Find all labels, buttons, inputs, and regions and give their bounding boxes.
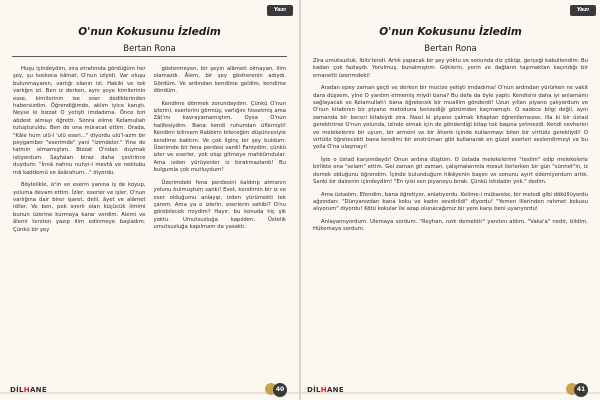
brand-logo xyxy=(307,386,344,394)
brand-text-c: ANE xyxy=(29,386,47,394)
page-footer xyxy=(301,378,600,400)
footer-bar xyxy=(301,392,600,394)
page-number: 40 xyxy=(273,383,287,397)
section-tag: Yazı xyxy=(267,5,293,16)
text-columns xyxy=(13,66,286,364)
brand-text-a: DİL xyxy=(307,386,321,394)
paragraph: Kendime dönmek zorundaydım. Çünkü O'nun izlerini, eserlerini görmüş; varlığını hissetmiş ama Zât'ını kavrayamamıştım. Oysa O'nun halifesiydim. Bana kendi ruhundan üflemişti! Kendimi bilirsem Rabbimi bileceğim düşüncesiyle kendime baktım. Ve çok ilginç bir şey buldum: Üzerimde bir fena perdesi vardı! Faniydim, çünkü izler ve eserler, yok olup gitmeye mahkûmdular. Ama izden yürüyenler iz bırakmazlardı! Bu bulgumla çok mutluydum! xyxy=(153,100,286,174)
page-number: 41 xyxy=(574,383,588,397)
column-1 xyxy=(13,66,146,364)
paragraph: Huşu içindeydim, zira etrafımda gördüğüm her şey, şu koskoca kâinat, O'nun izlyidi. Var oluşu bulunmayanın, varlığı olanın izi. Hakiki ve tek varlığın izi. Ben iz derken, aynı şeye kimilerinin esse, kimilerinin ise eser dediklerinden habersizdim. Öğrendiğimde, aklım iyice karıştı. Neyse ki bizzat O yetişti imdadıma. Önce biri abdest almayı öğretti. Sonra elime Kelamullah tutuşturuldu. Ben de ona müracat ettim. Orada, "Kâle hum ulû-l 'ulû eseri..." diyordu ulü'l-azm bir peygamber "eserimde" yani "izimdeler." Yine de tatmin olmamıştım. Bizzat O'ndan duymak istiyordum. Sayfaları biraz daha çevirince duydum: "İnnâ nahnu nuhyi-l mevtâ ve nektubu mâ kaddemû ve âsârahum..." diyordu. xyxy=(13,66,146,176)
paragraph: Aradan epey zaman geçti ve derken bir mucize yetişti imdadıma! O'nun ardından yürürken ne vakit dara düşsem, yine O yardım etmemiş miydi bana? Bu defa da öyle yaptı: Kendisini daha iyi anlamamı sağlayacak ve Kelamullah'ı bana öğretecek bir muallim gönderdi! Uzun yılları piyano çalıyordum ve O'nun kitabının bir piyano metoduna benzediği gözümden kaçmamıştı. O sadece bilgi değil, aynı zamanda bir beceri kitabıydı zira. Nasıl ki piyano çalmak kitaptan öğrenilemezse, illa ki bir üstad gerektirirse O'nun yolunda, izinde olmak için de gönderdiği kitap tek başına yetmezdi. Kendi cevherini ve melekelerini bir uyum, bir armoni ve bir âhenk içinde kullanmayı bilen bir virtüöz gerekliydi! O virtüöz öğretecekti bana kendimi bir enstrüman gibi kullanarak en güzel eserleri seslendirmeyi ve bu yolla O'na ulaşmayı! xyxy=(313,85,588,151)
brand-text-a: DİL xyxy=(10,386,24,394)
paragraph: Böylelikle, iz'in ve eserin yanına iş de koyup, yoluma devam ettim. İzler, eserler ve işler, O'nun varlığına dair birer işaret, delil, âyet ve alâmet idiler. Ve ben, pek sınırlı olan küçücük ilmimi bunun üzerine kurmaya karar verdim. Alemi ve âlemi tersten yazıp ilim edinmeye başladım. Çünkü bir şey xyxy=(13,182,146,233)
title-divider xyxy=(12,56,287,57)
article-author: Bertan Rona xyxy=(123,44,176,54)
paragraph: Ama üstadım, Efendim, bana öğretiyor, anlatıyordu. Kelime-i mübareke, bir melodi gibi döküllüyordu ağzından: "Dünyanızdan bana koku ve kadın sevdirildi" diyordu! "Yemen illerinden rahmet kokusu alıyorum" diyordu! Kötü kokular ile azap olunacağımız bir yere karşı beni uyarıyordu! xyxy=(313,191,588,213)
brand-logo xyxy=(10,386,47,394)
article-title: O'nun Kokusunu İzledim xyxy=(78,26,221,38)
paragraph: Zira umutsuzluk, İblis'tendi. Artık yapacak bir şey yoktu ve sonunda diz çöküp, gerçeği kabullendim. Bu kadarı çok fazlaydı. Yorulmuş, bunalmıştım. Göklerin, yerin ve dağların taşımaktan kaçındığı bir emanetti üzerimdeki! xyxy=(313,58,588,79)
text-body xyxy=(313,58,588,363)
section-tag: Yazı xyxy=(570,5,596,16)
left-page xyxy=(0,0,299,400)
brand-text-c: ANE xyxy=(326,386,344,394)
column-2 xyxy=(154,66,287,364)
paragraph: Anlayamıyordum. Ulemaya sordum. "Reyhan, nzık demektir" yanıtını aldım. "Vaka'a" nedir, bildim. Hükemaya sordum. xyxy=(313,218,588,233)
right-page xyxy=(301,0,600,400)
paragraph: göstermeyen, bir şeyin alâmeti olmayan, ilim olamazdı. Âlem, bir şey göstrerenin adıydı. Gördüm. Ve ardından kendime geldim, kendime döndüm. xyxy=(153,66,286,95)
article-title: O'nun Kokusunu İzledim xyxy=(379,26,522,38)
paragraph: Üzerimdeki fena perdesini kaldırıp atmanın yolunu bulmuştum sanki! Evet, kendimin bir iz ve eser olduğumu anlayıp, izden yürümekti tek çarem. Ama ya o izlerin, eserlerin sahibi? O'nu görebilecek miydim? Hayır, bu konuda hiç şik yoktu. Umutsuzluğa kapıldım. Üstelik umutsuzluğa kapılmam da yasaktı. xyxy=(153,179,286,231)
article-author: Bertan Rona xyxy=(424,44,477,54)
brand-text-b: H xyxy=(23,386,30,394)
paragraph: İşte o üstad karşımdaydı! Onun ardına düştüm. O üstada melekelerimi "teslim" edip melekelerle birlikte ona "selam" ettim. Gel zaman git zaman, çalışmalarımla mesut ilerlerken bir gün "sünnet"in, iz demek olduğunu öğrendim. İçinde bulunduğum hikâyenin başını ve sonunu ayırt edemiyordum artık. Sanki bir dairenin içindeydim! "En iyisi sen piyanoyu bırak. Çünkü istidadın yok." dedim. xyxy=(313,156,588,186)
brand-text-b: H xyxy=(320,386,327,394)
page-footer xyxy=(0,378,299,400)
